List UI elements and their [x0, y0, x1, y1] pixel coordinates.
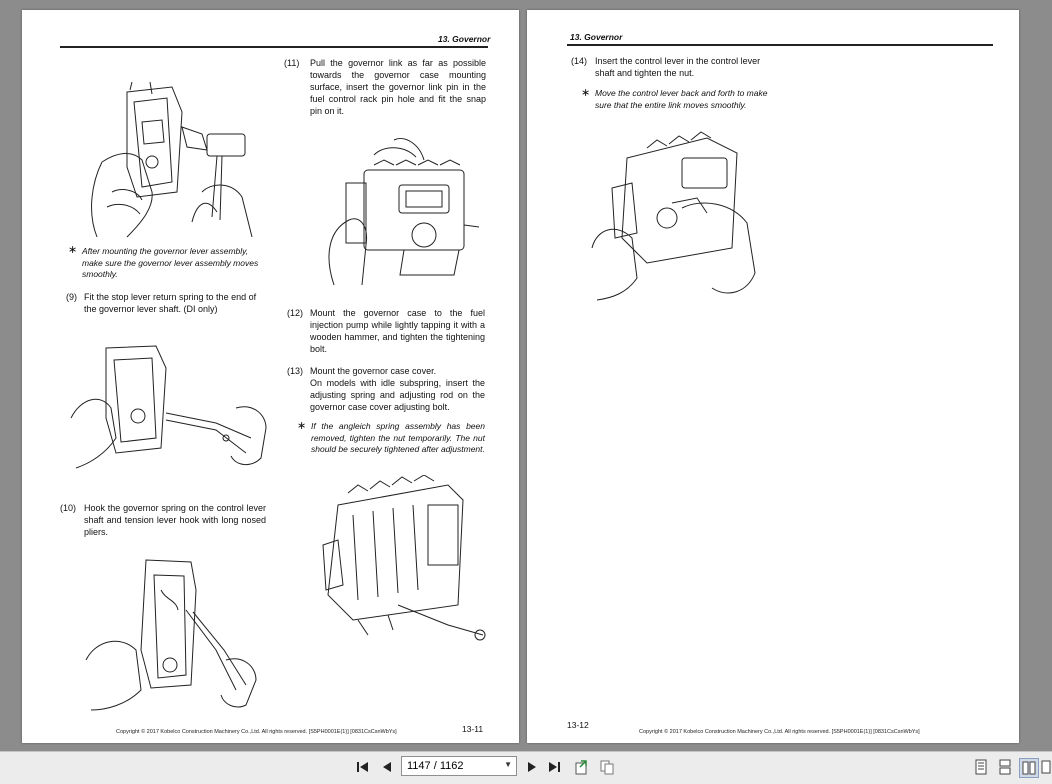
page-indicator-text: 1147 / 1162	[407, 760, 464, 772]
next-page-icon	[527, 761, 537, 773]
first-page-icon	[356, 761, 370, 773]
grid-view-icon	[1041, 760, 1051, 774]
document-page-left	[22, 10, 519, 743]
step-number: (13)	[287, 366, 304, 376]
header-rule	[60, 46, 488, 48]
copy-icon	[599, 759, 615, 775]
step-number: (11)	[284, 58, 300, 68]
page-footer: Copyright © 2017 Kobelco Construction Machinery Co.,Ltd. All rights reserved. [S5PH0001E(1)] [0831CsCsnWbYs]	[116, 729, 397, 735]
step-number: (10)	[60, 503, 77, 513]
note-asterisk: ∗	[68, 244, 78, 256]
more-views-button[interactable]	[1040, 758, 1052, 776]
continuous-page-icon	[999, 759, 1011, 775]
two-page-icon	[1022, 761, 1036, 775]
note-text: After mounting the governor lever assembly, make sure the governor lever assembly moves smoothly.	[82, 246, 259, 279]
document-page-right	[527, 10, 1019, 743]
export-page-button[interactable]	[573, 758, 591, 776]
step-text: Fit the stop lever return spring to the end of the governor lever shaft. (DI only)	[84, 292, 257, 314]
step-text: Mount the governor case cover.	[310, 366, 437, 376]
dropdown-caret-icon: ▼	[504, 760, 512, 769]
single-page-view-button[interactable]	[972, 758, 990, 776]
two-page-view-button[interactable]	[1019, 758, 1039, 778]
last-page-button[interactable]	[545, 758, 563, 776]
prev-page-button[interactable]	[378, 758, 396, 776]
continuous-view-button[interactable]	[996, 758, 1014, 776]
step-number: (14)	[571, 56, 588, 66]
page-header: 13. Governor	[570, 32, 623, 42]
single-page-icon	[975, 759, 987, 775]
fuel-pump-link-illustration	[304, 135, 484, 295]
note-asterisk: ∗	[297, 420, 307, 432]
control-lever-illustration	[587, 128, 757, 303]
prev-page-icon	[382, 761, 392, 773]
export-icon	[574, 759, 590, 775]
first-page-button[interactable]	[354, 758, 372, 776]
step-text: Hook the governor spring on the control lever shaft and tension lever hook with long nosed pliers.	[84, 503, 266, 537]
page-number-input[interactable]	[401, 756, 517, 776]
injection-pump-assembly-illustration	[298, 475, 494, 645]
page-number: 13-12	[567, 720, 589, 730]
step-text: Insert the control lever in the control lever shaft and tighten the nut.	[595, 56, 761, 78]
note-text: If the angleich spring assembly has been removed, tighten the nut temporarily. The nut should be securely tightened after adjustment.	[311, 421, 485, 454]
page-number: 13-11	[462, 724, 484, 734]
copy-page-button[interactable]	[598, 758, 616, 776]
last-page-icon	[547, 761, 561, 773]
vertical-scrollbar[interactable]	[1036, 0, 1052, 751]
governor-spring-illustration	[66, 550, 271, 715]
header-rule	[567, 44, 993, 46]
step-text: Mount the governor case to the fuel injection pump while lightly tapping it with a wooden hammer, and tighten the tightening bolt.	[310, 308, 485, 354]
step-number: (9)	[66, 292, 77, 302]
page-header: 13. Governor	[438, 34, 491, 44]
next-page-button[interactable]	[523, 758, 541, 776]
stop-lever-spring-illustration	[66, 338, 271, 478]
note-asterisk: ∗	[581, 87, 591, 99]
step-text: Pull the governor link as far as possible towards the governor case mounting surface, insert the governor link pin in the fuel control rack pin hole and fit the snap pin on it.	[310, 58, 486, 116]
page-footer: Copyright © 2017 Kobelco Construction Machinery Co.,Ltd. All rights reserved. [S5PH0001E(1)] [0831CsCsnWbYs]	[639, 729, 920, 735]
note-text: Move the control lever back and forth to make sure that the entire link moves smoothly.	[595, 88, 768, 110]
step-number: (12)	[287, 308, 304, 318]
step-text-continued: On models with idle subspring, insert the adjusting spring and adjusting rod on the governor case cover adjusting bolt.	[310, 378, 485, 412]
governor-lever-illustration	[82, 72, 262, 240]
pdf-toolbar	[0, 751, 1052, 784]
